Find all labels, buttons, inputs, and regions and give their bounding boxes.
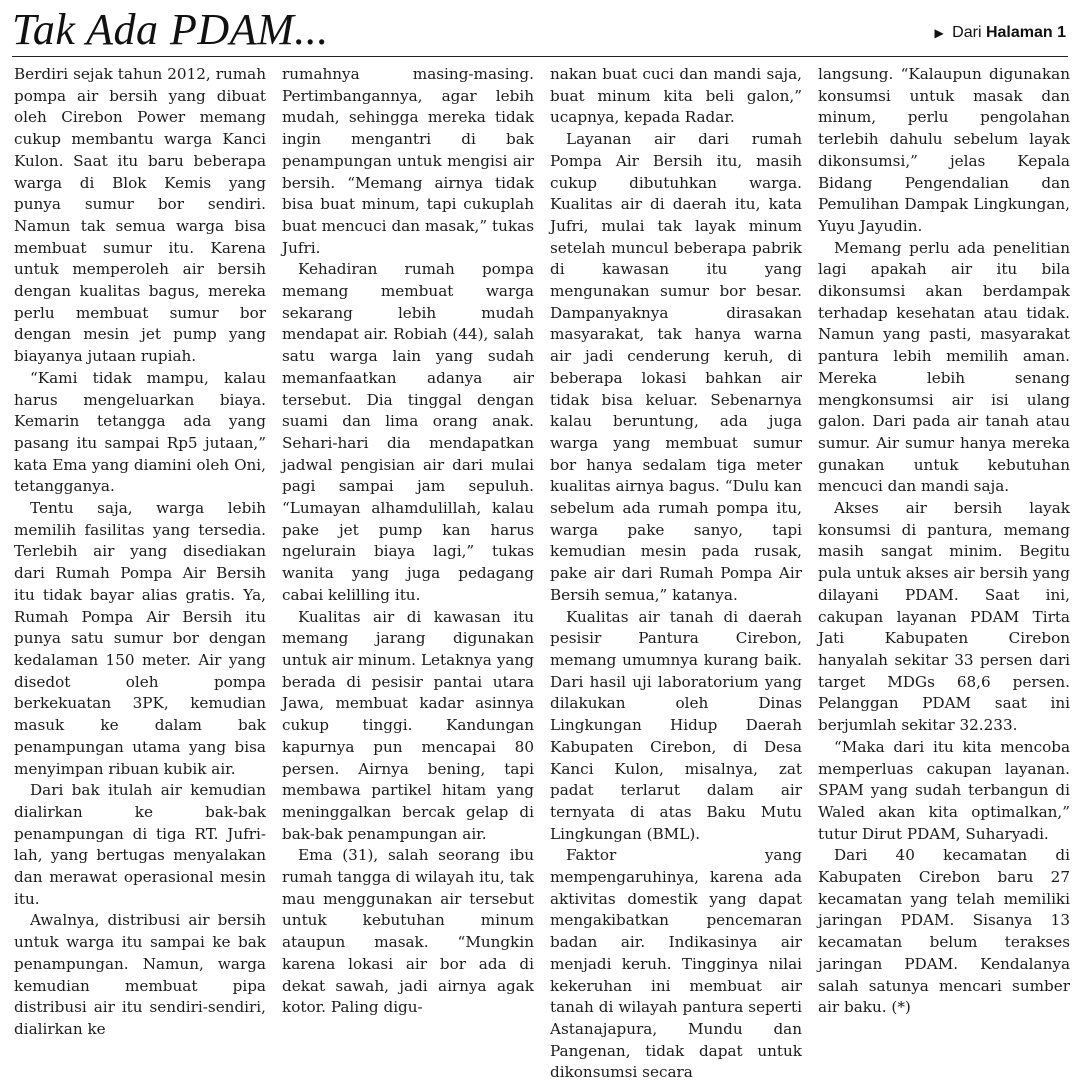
paragraph: Memang perlu ada penelitian lagi apakah air itu bila dikonsumsi akan berdampak terhadap kesehatan atau tidak. Namun yang pasti, masyarakat pantura lebih memilih aman. Mereka lebih senang mengkonsumsi air isi ulang galon. Dari pada air tanah atau sumur. Air sumur hanya mereka gunakan untuk kebutuhan mencuci dan mandi saja. (818, 238, 1070, 496)
paragraph: Kehadiran rumah pompa memang membuat warga sekarang lebih mudah mendapat air. Robiah (44), salah satu warga lain yang sudah memanfaatkan adanya air tersebut. Dia tinggal dengan suami dan lima orang anak. Sehari-hari dia mendapatkan jadwal pengisian air dari mulai pagi sampai jam sepuluh. “Lumayan alhamdulillah, kalau pake jet pump kan harus ngelurain biaya lagi,” tukas wanita yang juga pedagang cabai kelilling itu. (282, 260, 534, 604)
paragraph: Dari 40 kecamatan di Kabupaten Cirebon baru 27 kecamatan yang telah memiliki jaringan PDAM. Sisanya 13 kecamatan belum terakses jaringan PDAM. Kendalanya salah satunya mencari sumber air baku. (*) (818, 846, 1070, 1017)
paragraph: rumahnya masing-masing. Pertimbangannya, agar lebih mudah, sehingga mereka tidak ingin mengantri di bak penampungan untuk mengisi air bersih. “Memang airnya tidak bisa buat minum, tapi cukuplah buat mencuci dan masak,” tukas Jufri. (282, 65, 534, 257)
article-body (14, 64, 1070, 1082)
paragraph: “Maka dari itu kita mencoba memperluas cakupan layanan. SPAM yang sudah terbangun di Waled akan kita optimalkan,” tutur Dirut PDAM, Suharyadi. (818, 737, 1070, 843)
paragraph: Awalnya, distribusi air bersih untuk warga itu sampai ke bak penampungan. Namun, warga kemudian membuat pipa distribusi air itu sendiri-sendiri, dialirkan ke (14, 911, 266, 1038)
paragraph: Berdiri sejak tahun 2012, rumah pompa air bersih yang dibuat oleh Cirebon Power memang cukup membantu warga Kanci Kulon. Saat itu baru beberapa warga di Blok Kemis yang punya sumur bor sendiri. Namun tak semua warga bisa membuat sumur itu. Karena untuk memperoleh air bersih dengan kualitas bagus, mereka perlu membuat sumur bor dengan mesin jet pump yang biayanya jutaan rupiah. (14, 65, 266, 366)
headline: Tak Ada PDAM... (12, 5, 329, 54)
triangle-right-icon: ▶ (934, 26, 944, 40)
paragraph: Faktor yang mempengaruhinya, karena ada aktivitas domestik yang dapat mengakibatkan pencemaran badan air. Indikasinya air menjadi keruh. Tingginya nilai kekeruhan ini membuat air tanah di wilayah pantura seperti Astanajapura, Mundu dan Pangenan, tidak dapat untuk dikonsumsi secara (550, 846, 802, 1082)
continued-from-label (934, 24, 1066, 42)
column-1 (14, 64, 266, 1054)
paragraph: Ema (31), salah seorang ibu rumah tangga di wilayah itu, tak mau menggunakan air tersebut untuk kebutuhan minum ataupun masak. “Mungkin karena lokasi air bor ada di dekat sawah, jadi airnya agak kotor. Paling digu- (282, 846, 534, 1017)
jump-prefix: Dari (952, 24, 982, 41)
paragraph: Tentu saja, warga lebih memilih fasilitas yang tersedia. Terlebih air yang disediakan dari Rumah Pompa Air Bersih itu tidak bayar alias gratis. Ya, Rumah Pompa Air Bersih itu punya satu sumur bor dengan kedalaman 150 meter. Air yang disedot oleh pompa berkekuatan 3PK, kemudian masuk ke dalam bak penampungan utama yang bisa menyimpan ribuan kubik air. (14, 499, 266, 778)
paragraph: langsung. “Kalaupun digunakan konsumsi untuk masak dan minum, perlu pengolahan terlebih dahulu sebelum layak dikonsumsi,” jelas Kepala Bidang Pengendalian dan Pemulihan Dampak Lingkungan, Yuyu Jayudin. (818, 65, 1070, 235)
paragraph: Kualitas air di kawasan itu memang jarang digunakan untuk air minum. Letaknya yang berada di pesisir pantai utara Jawa, membuat kadar asinnya cukup tinggi. Kandungan kapurnya pun mencapai 80 persen. Airnya bening, tapi membawa partikel hitam yang meninggalkan bercak gelap di bak-bak penampungan air. (282, 607, 534, 843)
paragraph: nakan buat cuci dan mandi saja, buat minum kita beli galon,” ucapnya, kepada Radar. (550, 65, 802, 127)
column-2 (282, 64, 534, 1054)
column-4 (818, 64, 1070, 1054)
column-3 (550, 64, 802, 1082)
paragraph: Layanan air dari rumah Pompa Air Bersih itu, masih cukup dibutuhkan warga. Kualitas air di daerah itu, kata Jufri, mulai tak layak minum setelah muncul beberapa pabrik di kawasan itu yang mengunakan sumur bor besar. Dampanyaknya dirasakan masyarakat, tak hanya warna air jadi cenderung keruh, di beberapa lokasi bahkan air tidak bisa keluar. Sebenarnya kalau beruntung, ada juga warga yang membuat sumur bor hanya sedalam tiga meter kualitas airnya bagus. “Dulu kan sebelum ada rumah pompa itu, warga pake sanyo, tapi kemudian mesin pada rusak, pake air dari Rumah Pompa Air Bersih semua,” katanya. (550, 130, 802, 604)
paragraph: “Kami tidak mampu, kalau harus mengeluarkan biaya. Kemarin tetangga ada yang pasang itu sampai Rp5 jutaan,” kata Ema yang diamini oleh Oni, tetangganya. (14, 368, 266, 496)
paragraph: Akses air bersih layak konsumsi di pantura, memang masih sangat minim. Begitu pula untuk akses air bersih yang dilayani PDAM. Saat ini, cakupan layanan PDAM Tirta Jati Kabupaten Cirebon hanyalah sekitar 33 persen dari target MDGs 68,6 persen. Pelanggan PDAM saat ini berjumlah sekitar 32.233. (818, 499, 1070, 735)
paragraph: Dari bak itulah air kemudian dialirkan ke bak-bak penampungan di tiga RT. Jufri-lah, yang bertugas menyalakan dan merawat operasional mesin itu. (14, 781, 266, 908)
jump-target: Halaman 1 (985, 24, 1066, 41)
paragraph: Kualitas air tanah di daerah pesisir Pantura Cirebon, memang umumnya kurang baik. Dari hasil uji laboratorium yang dilakukan oleh Dinas Lingkungan Hidup Daerah Kabupaten Cirebon, di Desa Kanci Kulon, misalnya, zat padat terlarut dalam air ternyata di atas Baku Mutu Lingkungan (BML). (550, 607, 802, 843)
headline-rule (12, 56, 1068, 57)
